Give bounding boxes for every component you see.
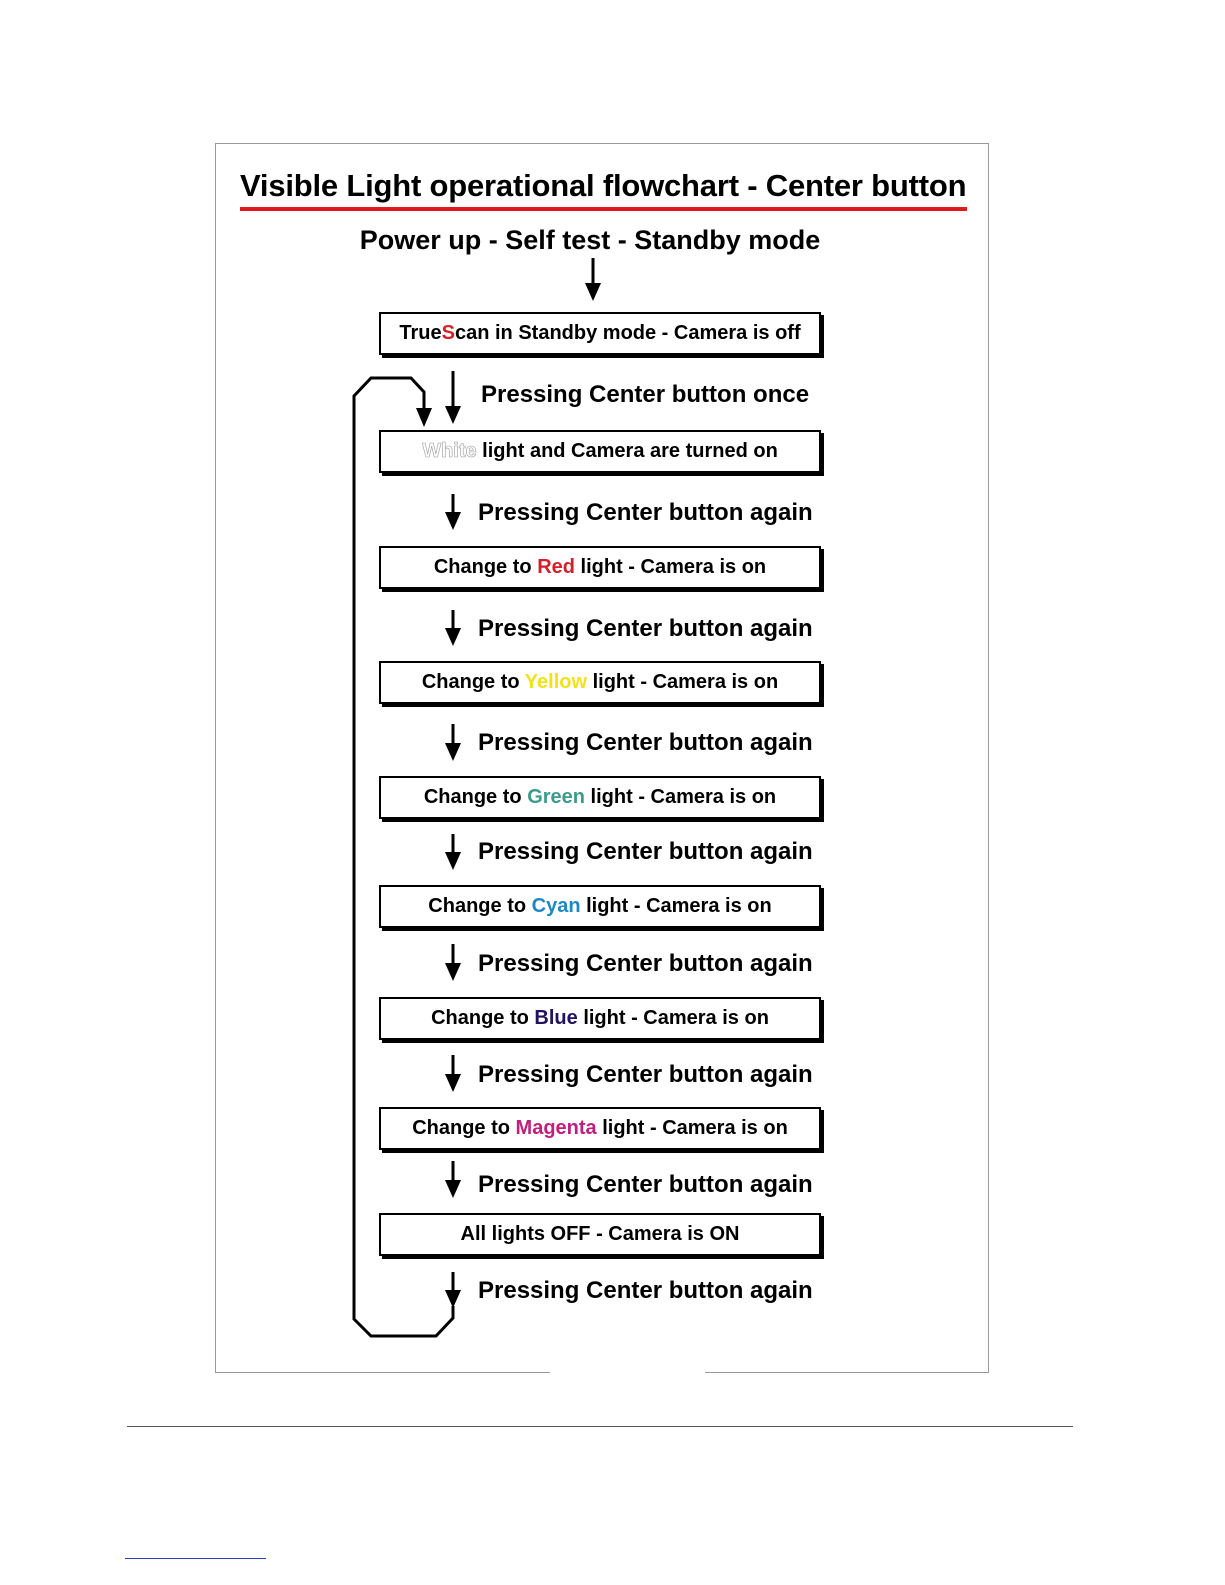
step-highlight: Cyan (531, 895, 581, 917)
step-text: light - Camera is on (585, 786, 777, 808)
step-text: All lights OFF - Camera is ON (460, 1223, 740, 1245)
flow-arrowhead (445, 743, 461, 761)
step-highlight: Yellow (524, 671, 588, 693)
step-text: Change to (428, 895, 532, 917)
step-text: light - Camera is on (596, 1117, 788, 1139)
flow-arrowhead (585, 283, 601, 301)
step-highlight: Magenta (515, 1117, 597, 1139)
step-highlight: White (422, 440, 477, 462)
step-white (379, 430, 821, 473)
step-highlight: Green (527, 786, 585, 808)
start-label: Power up - Self test - Standby mode (359, 225, 821, 255)
step-cyan (379, 885, 821, 928)
flow-arrowhead (445, 512, 461, 530)
step-text: Change to (431, 1007, 535, 1029)
step-magenta (379, 1107, 821, 1150)
step-red (379, 546, 821, 589)
step-text: True (399, 322, 442, 344)
transition-label: Pressing Center button again (478, 838, 813, 865)
step-text: Change to (412, 1117, 516, 1139)
transition-label: Pressing Center button again (478, 1277, 813, 1304)
step-text: light - Camera is on (577, 1007, 769, 1029)
transition-label: Pressing Center button again (478, 615, 813, 642)
flow-arrowhead (445, 963, 461, 981)
transition-label: Pressing Center button once (481, 381, 810, 408)
transition-label: Pressing Center button again (478, 1061, 813, 1088)
step-text: light - Camera is on (580, 895, 772, 917)
step-highlight: Blue (534, 1007, 578, 1029)
transition-label: Pressing Center button again (478, 1171, 813, 1198)
step-highlight: Red (537, 556, 575, 578)
step-text: light and Camera are turned on (476, 440, 778, 462)
step-all-off (379, 1213, 821, 1256)
diagram-title: Visible Light operational flowchart - Center button (240, 168, 967, 203)
flow-arrowhead (445, 628, 461, 646)
transition-label: Pressing Center button again (478, 950, 813, 977)
loop-back-line (354, 378, 453, 1336)
page-divider (127, 1426, 1073, 1427)
loop-back-arrowhead (416, 408, 432, 427)
flow-arrowhead (445, 1290, 461, 1308)
flow-arrowhead (445, 406, 461, 424)
step-text: can in Standby mode - Camera is off (454, 322, 801, 344)
step-text: Change to (421, 671, 525, 693)
step-text: light - Camera is on (587, 671, 779, 693)
step-yellow (379, 661, 821, 704)
step-blue (379, 997, 821, 1040)
flow-arrowhead (445, 852, 461, 870)
flow-arrowhead (445, 1180, 461, 1198)
footer-link-underline[interactable] (125, 1558, 266, 1559)
step-text: Change to (433, 556, 538, 578)
step-standby (379, 312, 821, 355)
step-highlight: S (441, 322, 455, 344)
step-green (379, 776, 821, 819)
step-text: light - Camera is on (574, 556, 767, 578)
step-text: Change to (423, 786, 528, 808)
flow-arrowhead (445, 1074, 461, 1092)
transition-label: Pressing Center button again (478, 729, 813, 756)
transition-label: Pressing Center button again (478, 499, 813, 526)
